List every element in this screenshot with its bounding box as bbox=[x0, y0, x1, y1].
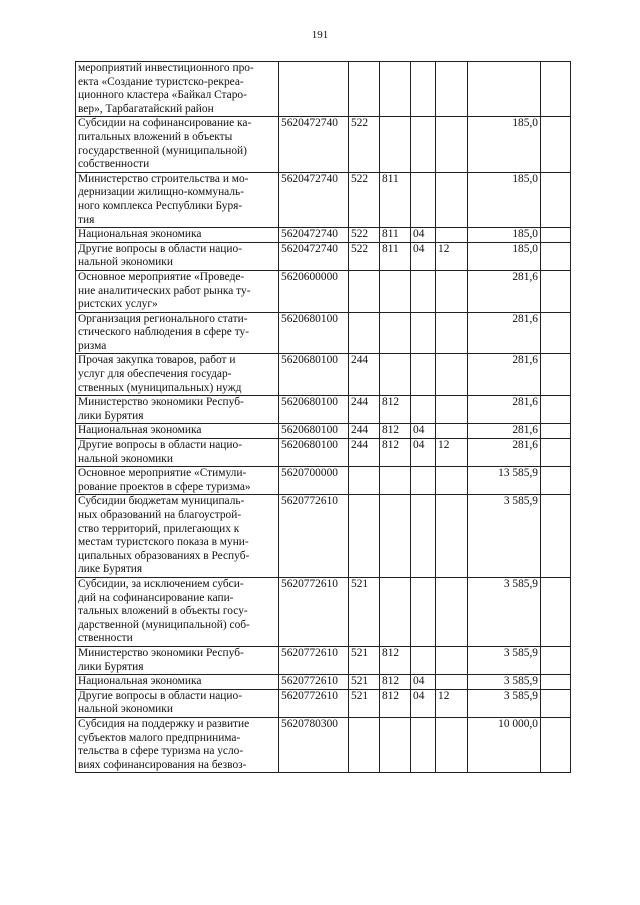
item-name-line: виях софинансирования на безвоз- bbox=[78, 758, 247, 771]
ministry-code-cell: 811 bbox=[380, 172, 411, 227]
item-name-line: Организация регионального стати- bbox=[78, 312, 248, 325]
empty-cell bbox=[541, 689, 571, 717]
item-name-line: тия bbox=[78, 213, 95, 226]
ministry-code-cell bbox=[380, 354, 411, 396]
empty-cell bbox=[541, 242, 571, 270]
empty-cell bbox=[541, 396, 571, 424]
item-name-line: ных образований на благоустрой- bbox=[78, 509, 242, 521]
item-name-line: Основное мероприятие «Стимули- bbox=[78, 467, 247, 480]
item-name-line: стического наблюдения в сфере ту- bbox=[78, 326, 250, 339]
item-name-line: Субсидии на софинансирование ка- bbox=[78, 117, 252, 130]
section-cell bbox=[411, 396, 436, 424]
expense-type-cell: 521 bbox=[349, 646, 380, 674]
subsection-cell bbox=[436, 495, 468, 578]
section-cell bbox=[411, 62, 436, 117]
expense-type-cell: 521 bbox=[349, 577, 380, 646]
empty-cell bbox=[541, 270, 571, 312]
table-row bbox=[76, 62, 571, 117]
empty-cell bbox=[541, 577, 571, 646]
amount-cell: 281,6 bbox=[468, 270, 541, 312]
target-article-cell: 5620680100 bbox=[279, 424, 349, 439]
empty-cell bbox=[541, 172, 571, 227]
item-name-line: Национальная экономика bbox=[78, 675, 202, 688]
expense-type-cell: 522 bbox=[349, 228, 380, 243]
amount-cell: 3 585,9 bbox=[468, 495, 541, 578]
section-cell bbox=[411, 354, 436, 396]
ministry-code-cell bbox=[380, 270, 411, 312]
item-name-line: нальной экономики bbox=[78, 256, 173, 269]
amount-cell: 281,6 bbox=[468, 354, 541, 396]
amount-cell: 10 000,0 bbox=[468, 717, 541, 772]
budget-table-body bbox=[76, 62, 571, 773]
table-row bbox=[76, 354, 571, 396]
item-name-line: Другие вопросы в области нацио- bbox=[78, 242, 242, 255]
table-row bbox=[76, 689, 571, 717]
table-row bbox=[76, 675, 571, 690]
section-cell bbox=[411, 270, 436, 312]
ministry-code-cell: 812 bbox=[380, 439, 411, 467]
amount-cell: 185,0 bbox=[468, 172, 541, 227]
section-cell bbox=[411, 577, 436, 646]
ministry-code-cell: 811 bbox=[380, 242, 411, 270]
item-name-line: ственных (муниципальных) нужд bbox=[78, 381, 242, 394]
subsection-cell bbox=[436, 467, 468, 495]
target-article-cell: 5620472740 bbox=[279, 172, 349, 227]
target-article-cell bbox=[279, 62, 349, 117]
item-name-cell bbox=[76, 495, 279, 578]
section-cell: 04 bbox=[411, 439, 436, 467]
target-article-cell: 5620600000 bbox=[279, 270, 349, 312]
section-cell: 04 bbox=[411, 675, 436, 690]
item-name-cell bbox=[76, 172, 279, 227]
ministry-code-cell: 812 bbox=[380, 675, 411, 690]
subsection-cell bbox=[436, 675, 468, 690]
ministry-code-cell bbox=[380, 117, 411, 172]
section-cell bbox=[411, 717, 436, 772]
target-article-cell: 5620700000 bbox=[279, 467, 349, 495]
section-cell bbox=[411, 495, 436, 578]
item-name-line: ционного кластера «Байкал Старо- bbox=[78, 89, 247, 102]
section-cell bbox=[411, 172, 436, 227]
item-name-cell bbox=[76, 396, 279, 424]
item-name-line: рование проектов в сфере туризма» bbox=[78, 480, 251, 493]
table-row bbox=[76, 172, 571, 227]
empty-cell bbox=[541, 424, 571, 439]
target-article-cell: 5620772610 bbox=[279, 577, 349, 646]
ministry-code-cell bbox=[380, 495, 411, 578]
table-row bbox=[76, 467, 571, 495]
amount-cell: 281,6 bbox=[468, 312, 541, 354]
item-name-line: Министерство экономики Респуб- bbox=[78, 396, 244, 409]
subsection-cell bbox=[436, 62, 468, 117]
target-article-cell: 5620772610 bbox=[279, 495, 349, 578]
item-name-line: Субсидии бюджетам муниципаль- bbox=[78, 495, 245, 508]
table-row bbox=[76, 396, 571, 424]
section-cell: 04 bbox=[411, 242, 436, 270]
table-row bbox=[76, 270, 571, 312]
item-name-cell bbox=[76, 354, 279, 396]
subsection-cell bbox=[436, 577, 468, 646]
item-name-line: питальных вложений в объекты bbox=[78, 130, 233, 143]
item-name-line: Другие вопросы в области нацио- bbox=[78, 689, 242, 702]
target-article-cell: 5620680100 bbox=[279, 396, 349, 424]
expense-type-cell: 244 bbox=[349, 396, 380, 424]
empty-cell bbox=[541, 467, 571, 495]
expense-type-cell: 244 bbox=[349, 354, 380, 396]
item-name-line: ство территорий, прилегающих к bbox=[78, 522, 240, 535]
section-cell: 04 bbox=[411, 424, 436, 439]
expense-type-cell: 522 bbox=[349, 172, 380, 227]
subsection-cell bbox=[436, 270, 468, 312]
item-name-line: ципальных образованиях в Респуб- bbox=[78, 549, 250, 562]
item-name-line: Национальная экономика bbox=[78, 228, 202, 241]
table-row bbox=[76, 228, 571, 243]
empty-cell bbox=[541, 495, 571, 578]
empty-cell bbox=[541, 717, 571, 772]
subsection-cell bbox=[436, 354, 468, 396]
item-name-line: Основное мероприятие «Проведе- bbox=[78, 270, 245, 283]
subsection-cell: 12 bbox=[436, 242, 468, 270]
table-row bbox=[76, 717, 571, 772]
item-name-line: дернизации жилищно-коммуналь- bbox=[78, 186, 244, 199]
section-cell: 04 bbox=[411, 228, 436, 243]
item-name-line: екта «Создание туристско-рекреа- bbox=[78, 75, 244, 88]
amount-cell: 281,6 bbox=[468, 439, 541, 467]
item-name-line: Прочая закупка товаров, работ и bbox=[78, 354, 236, 367]
expense-type-cell bbox=[349, 467, 380, 495]
amount-cell: 281,6 bbox=[468, 424, 541, 439]
expense-type-cell bbox=[349, 62, 380, 117]
subsection-cell bbox=[436, 312, 468, 354]
table-row bbox=[76, 117, 571, 172]
ministry-code-cell bbox=[380, 312, 411, 354]
empty-cell bbox=[541, 675, 571, 690]
ministry-code-cell: 812 bbox=[380, 396, 411, 424]
item-name-line: вер», Тарбагатайский район bbox=[78, 102, 214, 115]
table-row bbox=[76, 312, 571, 354]
target-article-cell: 5620680100 bbox=[279, 354, 349, 396]
subsection-cell bbox=[436, 172, 468, 227]
ministry-code-cell: 811 bbox=[380, 228, 411, 243]
table-row bbox=[76, 242, 571, 270]
item-name-cell bbox=[76, 717, 279, 772]
item-name-line: лики Бурятия bbox=[78, 409, 144, 422]
ministry-code-cell bbox=[380, 577, 411, 646]
page-number: 191 bbox=[311, 29, 329, 41]
empty-cell bbox=[541, 228, 571, 243]
item-name-line: тальных вложений в объекты госу- bbox=[78, 605, 248, 618]
expense-type-cell: 244 bbox=[349, 439, 380, 467]
empty-cell bbox=[541, 117, 571, 172]
item-name-line: мероприятий инвестиционного про- bbox=[78, 62, 254, 74]
budget-table bbox=[75, 61, 571, 773]
amount-cell: 185,0 bbox=[468, 228, 541, 243]
ministry-code-cell bbox=[380, 467, 411, 495]
amount-cell: 185,0 bbox=[468, 242, 541, 270]
empty-cell bbox=[541, 312, 571, 354]
expense-type-cell: 522 bbox=[349, 242, 380, 270]
target-article-cell: 5620680100 bbox=[279, 312, 349, 354]
empty-cell bbox=[541, 62, 571, 117]
item-name-cell bbox=[76, 312, 279, 354]
item-name-line: местам туристского показа в муни- bbox=[78, 536, 249, 549]
target-article-cell: 5620772610 bbox=[279, 646, 349, 674]
item-name-cell bbox=[76, 675, 279, 690]
expense-type-cell: 244 bbox=[349, 424, 380, 439]
amount-cell bbox=[468, 62, 541, 117]
table-row bbox=[76, 439, 571, 467]
item-name-cell bbox=[76, 646, 279, 674]
item-name-line: дарственной (муниципальной) соб- bbox=[78, 618, 250, 631]
target-article-cell: 5620772610 bbox=[279, 675, 349, 690]
subsection-cell bbox=[436, 396, 468, 424]
item-name-cell bbox=[76, 467, 279, 495]
item-name-line: Субсидия на поддержку и развитие bbox=[78, 717, 250, 730]
subsection-cell: 12 bbox=[436, 689, 468, 717]
subsection-cell: 12 bbox=[436, 439, 468, 467]
target-article-cell: 5620780300 bbox=[279, 717, 349, 772]
item-name-line: нальной экономики bbox=[78, 452, 173, 465]
item-name-cell bbox=[76, 577, 279, 646]
subsection-cell bbox=[436, 117, 468, 172]
ministry-code-cell bbox=[380, 717, 411, 772]
item-name-line: Министерство экономики Респуб- bbox=[78, 646, 244, 659]
subsection-cell bbox=[436, 646, 468, 674]
target-article-cell: 5620472740 bbox=[279, 117, 349, 172]
item-name-line: Субсидии, за исключением субси- bbox=[78, 577, 244, 590]
ministry-code-cell: 812 bbox=[380, 689, 411, 717]
item-name-line: Национальная экономика bbox=[78, 424, 202, 437]
subsection-cell bbox=[436, 717, 468, 772]
section-cell bbox=[411, 117, 436, 172]
amount-cell: 3 585,9 bbox=[468, 646, 541, 674]
amount-cell: 13 585,9 bbox=[468, 467, 541, 495]
item-name-line: тельства в сфере туризма на усло- bbox=[78, 745, 244, 758]
item-name-line: ризма bbox=[78, 339, 107, 352]
item-name-line: лики Бурятия bbox=[78, 660, 144, 673]
expense-type-cell bbox=[349, 717, 380, 772]
target-article-cell: 5620472740 bbox=[279, 242, 349, 270]
item-name-line: услуг для обеспечения государ- bbox=[78, 368, 232, 381]
amount-cell: 281,6 bbox=[468, 396, 541, 424]
item-name-line: нальной экономики bbox=[78, 703, 173, 716]
amount-cell: 185,0 bbox=[468, 117, 541, 172]
item-name-cell bbox=[76, 117, 279, 172]
item-name-cell bbox=[76, 689, 279, 717]
item-name-cell bbox=[76, 424, 279, 439]
item-name-cell bbox=[76, 228, 279, 243]
section-cell: 04 bbox=[411, 689, 436, 717]
item-name-line: ного комплекса Республики Буря- bbox=[78, 199, 243, 212]
amount-cell: 3 585,9 bbox=[468, 577, 541, 646]
item-name-cell bbox=[76, 439, 279, 467]
target-article-cell: 5620472740 bbox=[279, 228, 349, 243]
amount-cell: 3 585,9 bbox=[468, 689, 541, 717]
section-cell bbox=[411, 467, 436, 495]
target-article-cell: 5620772610 bbox=[279, 689, 349, 717]
section-cell bbox=[411, 312, 436, 354]
item-name-line: лике Бурятия bbox=[78, 563, 143, 576]
item-name-line: ственности bbox=[78, 632, 133, 645]
item-name-cell bbox=[76, 270, 279, 312]
item-name-line: субъектов малого предпрнинима- bbox=[78, 731, 241, 744]
ministry-code-cell: 812 bbox=[380, 424, 411, 439]
amount-cell: 3 585,9 bbox=[468, 675, 541, 690]
item-name-line: собственности bbox=[78, 158, 150, 171]
item-name-cell bbox=[76, 242, 279, 270]
item-name-cell bbox=[76, 62, 279, 117]
item-name-line: Другие вопросы в области нацио- bbox=[78, 439, 242, 452]
item-name-line: ние аналитических работ рынка ту- bbox=[78, 284, 251, 297]
expense-type-cell bbox=[349, 495, 380, 578]
item-name-line: Министерство строительства и мо- bbox=[78, 172, 249, 185]
ministry-code-cell: 812 bbox=[380, 646, 411, 674]
target-article-cell: 5620680100 bbox=[279, 439, 349, 467]
expense-type-cell: 521 bbox=[349, 689, 380, 717]
expense-type-cell bbox=[349, 270, 380, 312]
table-row bbox=[76, 495, 571, 578]
expense-type-cell: 521 bbox=[349, 675, 380, 690]
table-row bbox=[76, 577, 571, 646]
item-name-line: дий на софинансирование капи- bbox=[78, 591, 234, 604]
table-row bbox=[76, 646, 571, 674]
empty-cell bbox=[541, 354, 571, 396]
subsection-cell bbox=[436, 424, 468, 439]
empty-cell bbox=[541, 646, 571, 674]
expense-type-cell bbox=[349, 312, 380, 354]
section-cell bbox=[411, 646, 436, 674]
item-name-line: государственной (муниципальной) bbox=[78, 144, 247, 157]
empty-cell bbox=[541, 439, 571, 467]
subsection-cell bbox=[436, 228, 468, 243]
item-name-line: ристских услуг» bbox=[78, 298, 158, 311]
table-row bbox=[76, 424, 571, 439]
expense-type-cell: 522 bbox=[349, 117, 380, 172]
ministry-code-cell bbox=[380, 62, 411, 117]
